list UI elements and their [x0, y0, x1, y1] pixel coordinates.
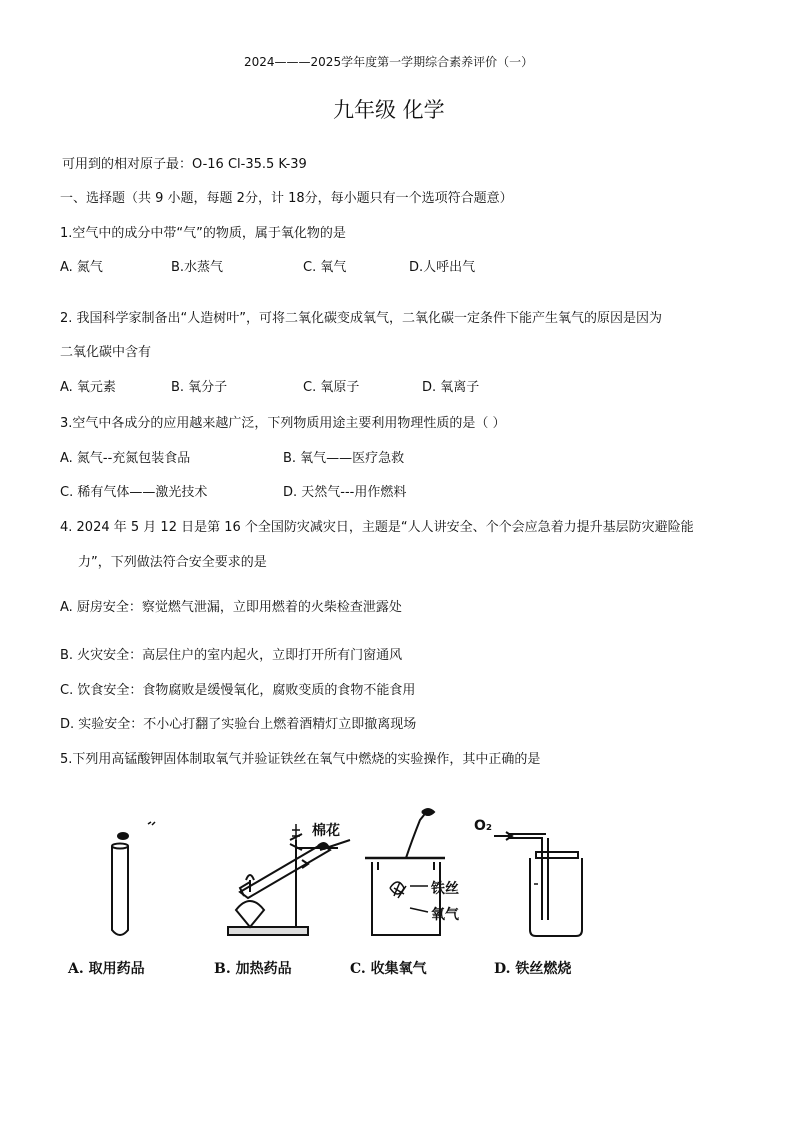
- question-4-option-a: A. 厨房安全：察觉燃气泄漏，立即用燃着的火柴检查泄露处: [60, 600, 402, 615]
- caption-b: B. 加热药品: [214, 961, 292, 977]
- question-2-option-c: C. 氧原子: [303, 380, 360, 395]
- page-title: 九年级 化学: [333, 98, 445, 122]
- question-3-option-d: D. 天然气---用作燃料: [283, 485, 407, 500]
- question-3-stem: 3.空气中各成分的应用越来越广泛，下列物质用途主要利用物理性质的是（ ）: [60, 416, 506, 431]
- question-1-option-a: A. 氮气: [60, 260, 103, 275]
- question-1-stem: 1.空气中的成分中带“气”的物质，属于氧化物的是: [60, 226, 346, 241]
- question-2-option-b: B. 氧分子: [171, 380, 228, 395]
- question-1-option-c: C. 氧气: [303, 260, 347, 275]
- question-3-option-b: B. 氧气——医疗急救: [283, 451, 405, 466]
- atomic-masses: 可用到的相对原子最：O-16 Cl-35.5 K-39: [62, 157, 307, 172]
- caption-d: D. 铁丝燃烧: [494, 961, 572, 977]
- exam-header: 2024———2025学年度第一学期综合素养评价（一）: [244, 55, 534, 69]
- section-heading: 一、选择题（共 9 小题，每题 2分，计 18分，每小题只有一个选项符合题意）: [60, 191, 513, 206]
- question-2-stem-line2: 二氧化碳中含有: [60, 345, 152, 360]
- experiment-figure: [60, 800, 720, 1000]
- question-3-option-a: A. 氮气--充氮包装食品: [60, 451, 191, 466]
- caption-c: C. 收集氧气: [350, 961, 427, 977]
- question-3-option-c: C. 稀有气体——激光技术: [60, 485, 208, 500]
- question-4-option-b: B. 火灾安全：高层住户的室内起火，立即打开所有门窗通风: [60, 648, 403, 663]
- question-1-option-d: D.人呼出气: [409, 260, 476, 275]
- label-o2: O₂: [474, 818, 493, 834]
- question-5-stem: 5.下列用高锰酸钾固体制取氧气并验证铁丝在氧气中燃烧的实验操作，其中正确的是: [60, 752, 541, 767]
- question-4-stem-line1: 4. 2024 年 5 月 12 日是第 16 个全国防灾减灾日，主题是“人人讲安全、个个会应急着力提升基层防灾避险能: [60, 520, 694, 535]
- label-oxygen: 氧气: [431, 907, 459, 923]
- question-2-option-a: A. 氧元素: [60, 380, 116, 395]
- test-tube-icon: [112, 822, 155, 935]
- question-4-stem-line2: 力”，下列做法符合安全要求的是: [78, 555, 267, 570]
- label-cotton: 棉花: [312, 823, 340, 839]
- caption-a: A. 取用药品: [68, 961, 145, 977]
- question-1-option-b: B.水蒸气: [171, 260, 224, 275]
- heating-apparatus-icon: [228, 824, 350, 935]
- question-4-option-c: C. 饮食安全：食物腐败是缓慢氧化，腐败变质的食物不能食用: [60, 683, 416, 698]
- question-2-option-d: D. 氧离子: [422, 380, 480, 395]
- label-iron-wire: 铁丝: [431, 881, 459, 897]
- question-4-option-d: D. 实验安全：不小心打翻了实验台上燃着酒精灯立即撤离现场: [60, 717, 417, 732]
- oxygen-collection-bottle-icon: [494, 832, 582, 936]
- question-2-stem-line1: 2. 我国科学家制备出“人造树叶”，可将二氧化碳变成氧气，二氧化碳一定条件下能产生氧气的原因是因为: [60, 311, 663, 326]
